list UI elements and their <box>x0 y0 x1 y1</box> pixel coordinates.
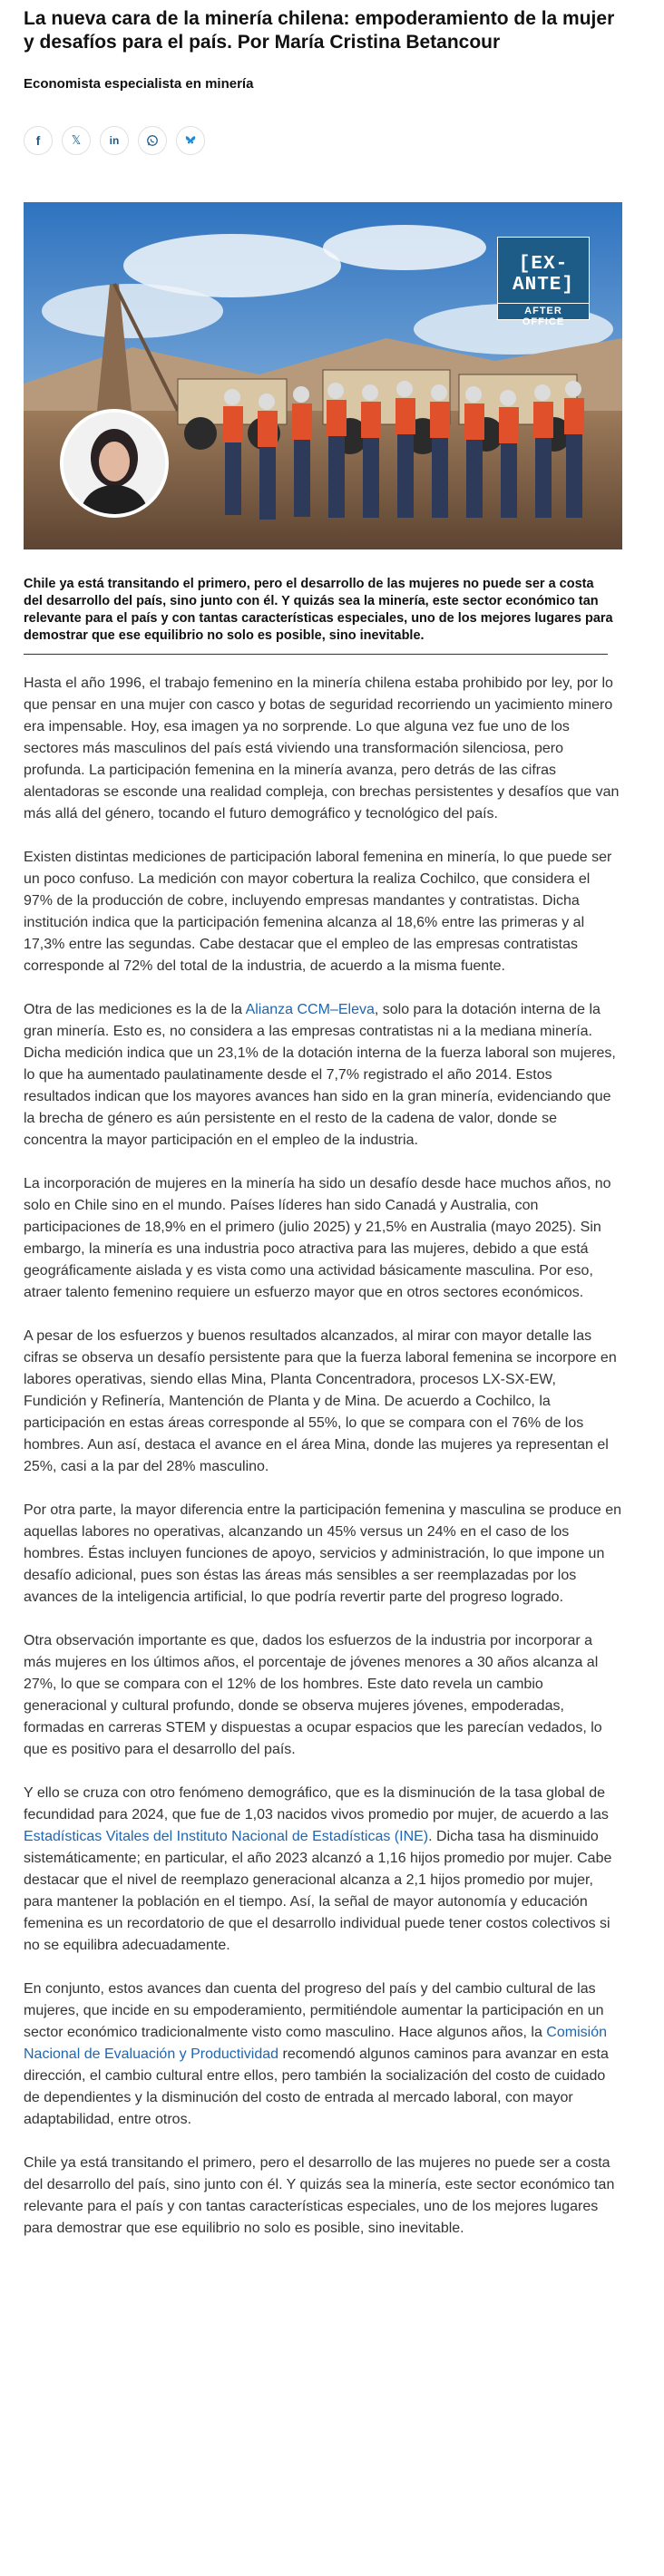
paragraph-1: Hasta el año 1996, el trabajo femenino en la minería chilena estaba prohibido por ley, por lo que pensar en una mujer con casco y botas de seguridad recorriendo un yacimiento minero era impensable. Hoy, esa imagen ya no sorprende. Lo que alguna vez fue uno de los sectores más masculinos del país está viviendo una transformación silenciosa, pero profunda. La participación femenina en la minería avanza, pero detrás de las cifras alentadoras se esconde una realidad compleja, con brechas persistentes y desafíos que van más allá del género, tocando el futuro demográfico y tecnológico del país. <box>24 676 620 821</box>
paragraph-7: Otra observación importante es que, dados los esfuerzos de la industria por incorporar a más mujeres en los últimos años, el porcentaje de jóvenes menores a 30 años alcanza al 27%, lo que se compara con el 12% de los hombres. Este dato revela un cambio generacional y cultural profundo, donde se observa mujeres jóvenes, empoderadas, formadas en carreras STEM y dispuestas a ocupar espacios que les parecían vedados, lo que es positivo para el desarrollo del país. <box>24 1633 602 1757</box>
article-body <box>24 673 622 2240</box>
paragraph-8-text-b: . Dicha tasa ha disminuido sistemáticamente; en particular, el año 2023 alcanzó a 1,16 hijos promedio por mujer. Cabe destacar que el nivel de reemplazo generacional alcanza a 2,1 hijos promedio por mujer, para mantener la población en el tiempo. Así, la señal de mayor autonomía y educación femenina es un recordatorio de que el desarrollo individual puede tener costos colectivos si no se equilibra adecuadamente. <box>24 1829 612 1953</box>
article-lede: Chile ya está transitando el primero, pero el desarrollo de las mujeres no puede ser a costa del desarrollo del país, sino junto con él. Y quizás sea la minería, este sector económico tan relevante para el país y con tantas características especiales, uno de los mejores lugares para demostrar que ese equilibrio no solo es posible, sino inevitable. <box>24 577 613 643</box>
paragraph-3-text-a: Otra de las mediciones es la de la <box>24 1002 246 1017</box>
logo-title: [EX-ANTE] <box>512 254 574 296</box>
paragraph-6: Por otra parte, la mayor diferencia entre la participación femenina y masculina se produce en aquellas labores no operativas, alcanzando un 45% versus un 24% en el caso de los hombres. Éstas incluyen funciones de apoyo, servicios y administración, lo que impone un desafío adicional, pues son éstas las áreas más sensibles a ser reemplazadas por los avances de la inteligencia artificial, lo que podría revertir parte del progreso logrado. <box>24 1502 622 1605</box>
whatsapp-icon <box>146 134 159 147</box>
paragraph-3-text-b: , solo para la dotación interna de la gran minería. Esto es, no considera a las empresas contratistas ni a la mediana minería. Dicha medición indica que un 23,1% de la dotación interna de la fuerza laboral son mujeres, lo que ha aumentado paulatinamente desde el 7,7% registrado el año 2014. Estos resultados indican que los mayores avances han sido en la gran minería, evidenciando que la brecha de género es aún persistente en el resto de la cadena de valor, donde se concentra la mayor participación en el empleo de la industria. <box>24 1002 616 1148</box>
share-bluesky-button[interactable] <box>176 126 205 155</box>
article <box>24 0 622 2240</box>
share-whatsapp-button[interactable] <box>138 126 167 155</box>
share-x-button[interactable] <box>62 126 91 155</box>
link-alianza-ccm-eleva[interactable]: Alianza CCM–Eleva <box>245 1002 375 1017</box>
link-ine-estadisticas-vitales[interactable]: Estadísticas Vitales del Instituto Nacional de Estadísticas (INE) <box>24 1829 429 1844</box>
author-role: Economista especialista en minería <box>24 76 254 92</box>
author-avatar <box>60 409 169 518</box>
paragraph-9-text-a: En conjunto, estos avances dan cuenta del progreso del país y del cambio cultural de las mujeres, que incide en su empoderamiento, permitiéndole aumentar la participación en un sector económico tradicionalmente visto como masculino. Hace algunos años, la <box>24 1981 604 2040</box>
paragraph-5: A pesar de los esfuerzos y buenos resultados alcanzados, al mirar con mayor detalle las cifras se observa un desafío persistente para que la fuerza laboral femenina se incorpore en labores operativas, siendo ellas Mina, Planta Concentradora, procesos LX-SX-EW, Fundición y Refinería, Mantención de Planta y de Mina. De acuerdo a Cochilco, la participación en estas áreas corresponde al 55%, lo que se compara con el 76% de los hombres. Aun así, destaca el avance en el área Mina, donde las mujeres ya representan el 25%, casi a la par del 28% masculino. <box>24 1328 617 1474</box>
share-bar <box>24 126 622 155</box>
paragraph-9 <box>24 1978 622 2131</box>
paragraph-3 <box>24 999 622 1152</box>
share-facebook-button[interactable] <box>24 126 53 155</box>
paragraph-4: La incorporación de mujeres en la minería ha sido un desafío desde hace muchos años, no solo en Chile sino en el mundo. Países líderes han sido Canadá y Australia, con participaciones de 18,9% en el primero (julio 2025) y 21,5% en Australia (mayo 2025). Sin embargo, la minería es una industria poco atractiva para las mujeres, debido a que está geográficamente aislada y es vista como una actividad básicamente masculina. Por eso, atraer talento femenino requiere un esfuerzo mayor que en otros sectores económicos. <box>24 1176 611 1300</box>
linkedin-icon: in <box>109 134 120 147</box>
share-linkedin-button[interactable] <box>100 126 129 155</box>
paragraph-2: Existen distintas mediciones de participación laboral femenina en minería, lo que puede ser un poco confuso. La medición con mayor cobertura la realiza Cochilco, que considera el 97% de la producción de cobre, incluyendo empresas mandantes y contratistas. Dicha institución indica que la participación femenina alcanza al 18,6% entre las primeras y al 17,3% entre las segundas. Cabe destacar que el empleo de las empresas contratistas corresponde al 72% del total de la industria, de acuerdo a la misma fuente. <box>24 850 612 974</box>
paragraph-8 <box>24 1783 622 1957</box>
ex-ante-logo <box>497 237 590 327</box>
paragraph-9-text-b: recomendó algunos caminos para avanzar en esta dirección, el cambio cultural entre ellos, pero también la socialización del costo de cuidado de dependientes y la disminución del costo de entrada al mercado laboral, con mayor adaptabilidad, entre otros. <box>24 2046 609 2127</box>
link-comision-productividad[interactable]: Comisión Nacional de Evaluación y Productividad <box>24 2025 607 2062</box>
article-title: La nueva cara de la minería chilena: empoderamiento de la mujer y desafíos para el país. Por María Cristina Betancour <box>24 8 615 53</box>
divider <box>24 654 608 655</box>
facebook-icon: f <box>35 133 41 148</box>
author-portrait-icon <box>63 413 165 514</box>
x-icon: 𝕏 <box>71 133 82 147</box>
logo-subtitle: AFTER OFFICE <box>498 303 589 329</box>
bluesky-icon <box>184 134 197 147</box>
paragraph-8-text-a: Y ello se cruza con otro fenómeno demográfico, que es la disminución de la tasa global de fecundidad para 2024, que fue de 1,03 nacidos vivos promedio por mujer, de acuerdo a las <box>24 1785 609 1823</box>
hero-image <box>24 202 622 549</box>
paragraph-10: Chile ya está transitando el primero, pero el desarrollo de las mujeres no puede ser a costa del desarrollo del país, sino junto con él. Y quizás sea la minería, este sector económico tan relevante para el país y con tantas características especiales, uno de los mejores lugares para demostrar que ese equilibrio no solo es posible, sino inevitable. <box>24 2155 615 2236</box>
